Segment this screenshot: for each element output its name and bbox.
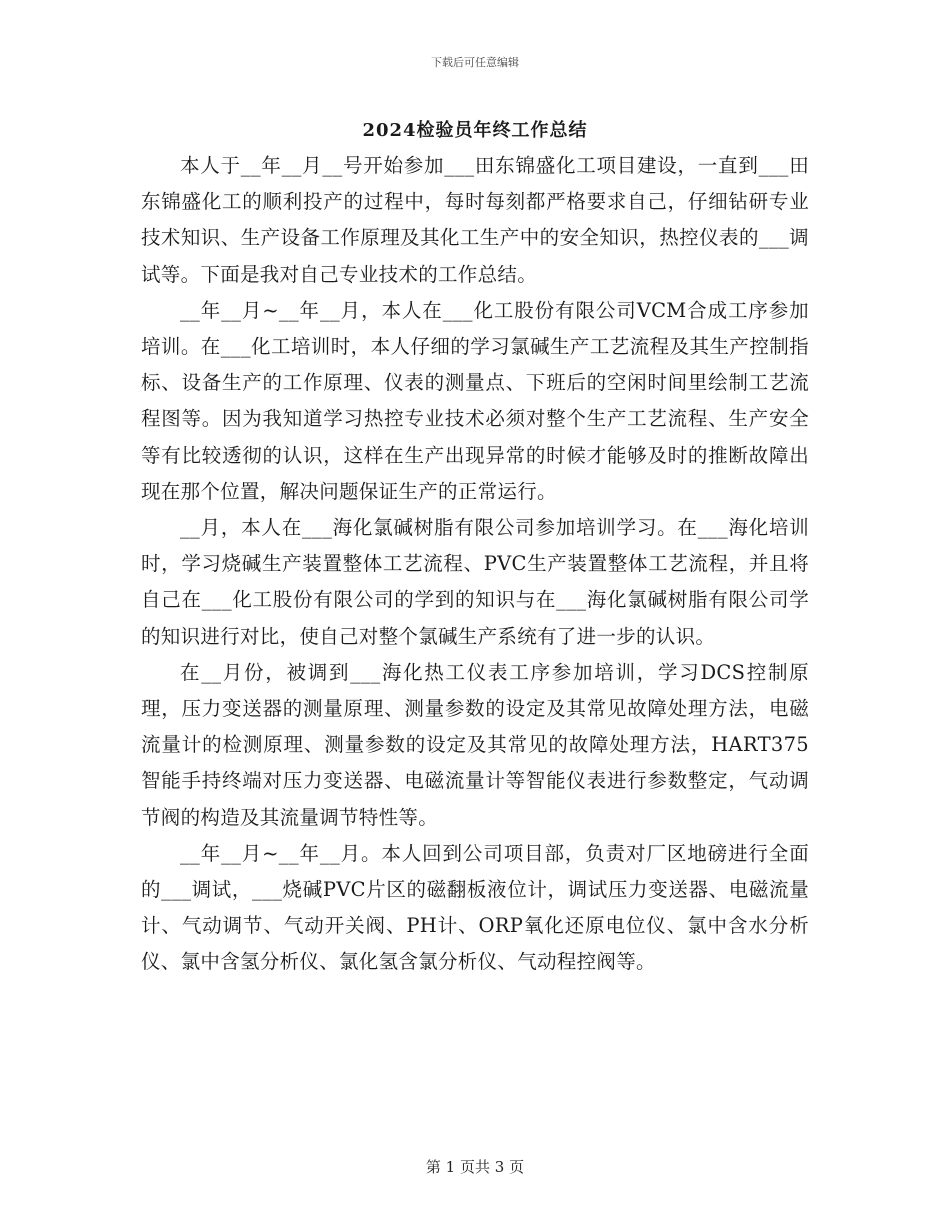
paragraph-5: __年__月~__年__月。本人回到公司项目部，负责对厂区地磅进行全面的___调试，___烧碱PVC片区的磁翻板液位计，调试压力变送器、电磁流量计、气动调节、气动开关阀、PH计、ORP氧化还原电位仪、氯中含水分析仪、氯中含氢分析仪、氯化氢含氯分析仪、气动程控阀等。 [141,841,809,974]
paragraph-2: __年__月~__年__月，本人在___化工股份有限公司VCM合成工序参加培训。在___化工培训时，本人仔细的学习氯碱生产工艺流程及其生产控制指标、设备生产的工作原理、仪表的测量点、下班后的空闲时间里绘制工艺流程图等。因为我知道学习热控专业技术必须对整个生产工艺流程、生产安全等有比较透彻的认识，这样在生产出现异常的时候才能够及时的推断故障出现在那个位置，解决问题保证生产的正常运行。 [141,298,809,503]
header-note: 下载后可任意编辑 [431,56,519,69]
page-number: 第 1 页共 3 页 [425,1158,525,1176]
document-body [141,148,809,981]
paragraph-3: __月，本人在___海化氯碱树脂有限公司参加培训学习。在___海化培训时，学习烧碱生产装置整体工艺流程、PVC生产装置整体工艺流程，并且将自己在___化工股份有限公司的学到的知识与在___海化氯碱树脂有限公司学的知识进行对比，使自己对整个氯碱生产系统有了进一步的认识。 [141,516,809,648]
paragraph-1: 本人于__年__月__号开始参加___田东锦盛化工项目建设，一直到___田东锦盛化工的顺利投产的过程中，每时每刻都严格要求自己，仔细钻研专业技术知识、生产设备工作原理及其化工生产中的安全知识，热控仪表的___调试等。下面是我对自己专业技术的工作总结。 [141,154,809,286]
paragraph-4: 在__月份，被调到___海化热工仪表工序参加培训，学习DCS控制原理，压力变送器的测量原理、测量参数的设定及其常见故障处理方法，电磁流量计的检测原理、测量参数的设定及其常见的故障处理方法，HART375智能手持终端对压力变送器、电磁流量计等智能仪表进行参数整定，气动调节阀的构造及其流量调节特性等。 [141,660,809,829]
document-title: 2024检验员年终工作总结 [362,120,588,141]
